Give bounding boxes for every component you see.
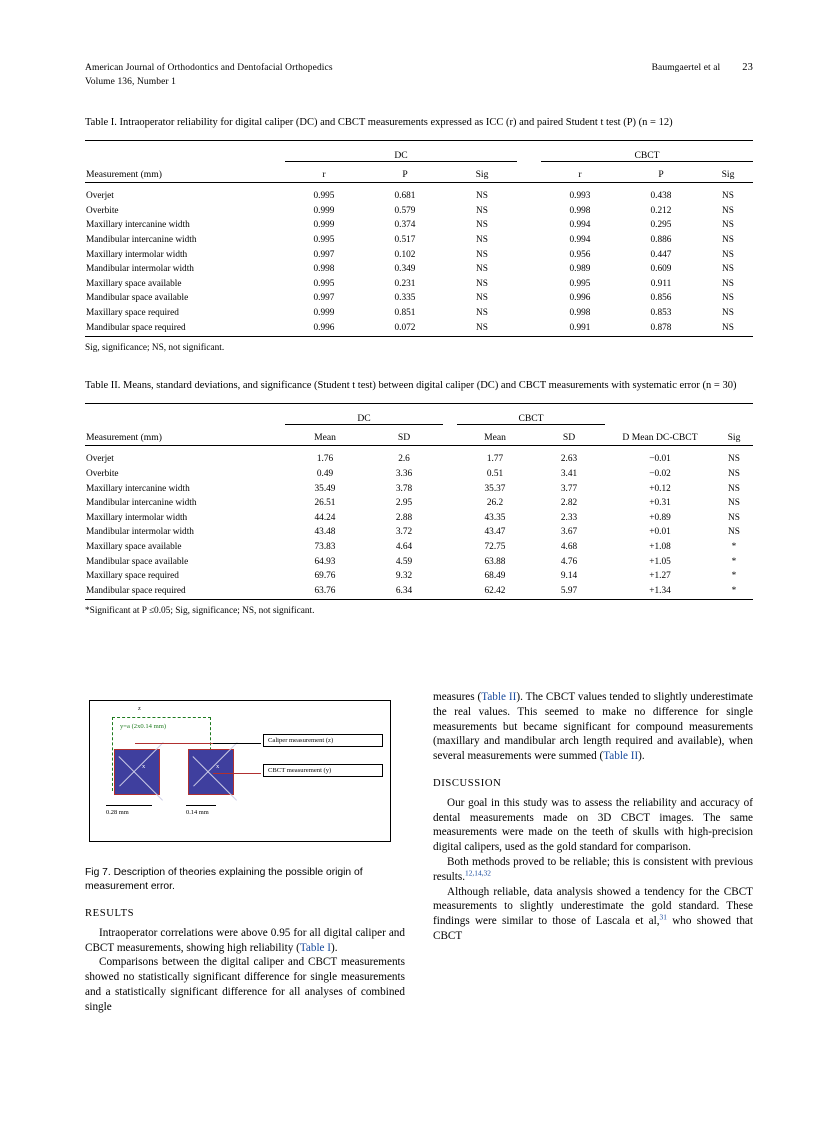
table-row	[85, 274, 753, 289]
cell-measurement: Maxillary intermolar width	[86, 249, 188, 260]
cell-cbct-mean: 43.47	[484, 527, 506, 538]
cell-measurement: Overbite	[86, 205, 119, 216]
cell-sig: NS	[728, 454, 740, 465]
cell-cbct-mean: 26.2	[486, 498, 504, 509]
cell-dc-r: 0.998	[313, 264, 335, 275]
table-row	[85, 523, 753, 538]
running-head	[85, 62, 753, 90]
cell-cbct-p: 0.853	[650, 308, 672, 319]
table-1-col-1: r	[322, 168, 326, 180]
cell-dc-p: 0.102	[394, 249, 416, 260]
results-paragraph-1	[85, 926, 405, 956]
table-1-caption	[85, 116, 753, 130]
table-row	[85, 182, 753, 201]
figure-dim-right: 0.14 mm	[186, 809, 209, 816]
cell-dc-mean: 26.51	[314, 498, 336, 509]
table-1-col-2: P	[402, 168, 408, 180]
results-p1-end: ).	[331, 941, 338, 954]
table-2-group-row	[85, 403, 753, 424]
table-2-group-dc: DC	[285, 403, 443, 424]
right-paragraph-1	[433, 690, 753, 764]
cell-sig: NS	[728, 498, 740, 509]
cell-measurement: Mandibular space required	[86, 322, 186, 333]
cell-cbct-sig: NS	[722, 249, 734, 260]
cell-cbct-r: 0.991	[569, 322, 591, 333]
table-row	[85, 289, 753, 304]
table-2-footnote: *Significant at P ≤0.05; Sig, significance; NS, not significant.	[85, 605, 315, 616]
cell-cbct-sig: NS	[722, 264, 734, 275]
figure-formula: y=a (2x0.14 mm)	[120, 723, 167, 730]
table-row	[85, 318, 753, 336]
cell-cbct-sd: 2.33	[560, 512, 578, 523]
cell-dc-r: 0.999	[313, 205, 335, 216]
table-row	[85, 581, 753, 599]
cell-measurement: Maxillary space required	[86, 308, 179, 319]
figure-7	[85, 694, 405, 854]
cell-cbct-r: 0.996	[569, 293, 591, 304]
author-names: Baumgaertel et al	[651, 63, 721, 73]
cell-cbct-sd: 4.76	[560, 556, 578, 567]
cell-sig: NS	[728, 512, 740, 523]
table-2-col-6: Sig	[727, 431, 741, 443]
table-row	[85, 508, 753, 523]
cell-cbct-mean: 63.88	[484, 556, 506, 567]
cell-dc-sd: 3.36	[395, 469, 413, 479]
cell-dc-sd: 4.59	[395, 556, 413, 567]
cell-measurement: Maxillary intercanine width	[86, 220, 190, 231]
cell-cbct-p: 0.295	[650, 220, 672, 231]
table-row	[85, 464, 753, 479]
cell-dc-sig: NS	[476, 264, 488, 275]
cell-dc-mean: 1.76	[316, 454, 334, 465]
page-content	[85, 62, 753, 616]
cell-cbct-p: 0.609	[650, 264, 672, 275]
cell-dc-sd: 4.64	[395, 541, 413, 552]
table-1-body	[85, 182, 753, 336]
table-row	[85, 216, 753, 231]
table-row	[85, 479, 753, 494]
cell-dc-sd: 2.6	[398, 454, 410, 465]
cell-dc-r: 0.999	[313, 220, 335, 231]
results-paragraph-2: Comparisons between the digital caliper and CBCT measurements showed no statistically significant difference for single measurements and a statistically significant difference for all analyses of combined single	[85, 956, 405, 1013]
cell-measurement: Mandibular space available	[86, 293, 189, 304]
table-2-label: Table II.	[85, 379, 121, 391]
table-2-block	[85, 379, 753, 616]
cell-sig: *	[731, 571, 737, 582]
cell-dc-mean: 35.49	[314, 483, 336, 494]
table-2-reference-link-2[interactable]: Table II	[603, 750, 639, 763]
figure-7-frame	[89, 700, 391, 842]
cell-dc-sig: NS	[476, 235, 488, 246]
cell-dc-r: 0.995	[313, 235, 335, 246]
cell-dc-r: 0.996	[313, 322, 335, 333]
cell-cbct-mean: 1.77	[486, 454, 504, 465]
table-row	[85, 494, 753, 509]
cell-dc-sd: 9.32	[395, 571, 413, 582]
figure-leader-caliper	[213, 743, 261, 744]
figure-square-left	[114, 749, 160, 795]
cell-dc-mean: 43.48	[314, 527, 336, 538]
cell-cbct-sd: 3.67	[560, 527, 578, 538]
cell-dc-sig: NS	[476, 205, 488, 216]
cell-cbct-sig: NS	[722, 308, 734, 319]
cell-sig: NS	[728, 527, 740, 538]
cell-cbct-sd: 3.77	[560, 483, 578, 494]
cell-dc-p: 0.579	[394, 205, 416, 216]
cell-dc-p: 0.335	[394, 293, 416, 304]
cell-measurement: Maxillary intermolar width	[86, 512, 188, 523]
cell-dc-p: 0.374	[394, 220, 416, 231]
table-2-col-5: D Mean DC-CBCT	[622, 431, 698, 443]
table-2	[85, 403, 753, 600]
table-1-col-4: r	[578, 168, 582, 180]
figure-legend-caliper: Caliper measurement (z)	[263, 734, 383, 747]
table-row	[85, 567, 753, 582]
cell-dc-p: 0.681	[394, 191, 416, 202]
discussion-p3-text: Although reliable, data analysis showed a tendency for the CBCT measurements to slightly underestimate the gold standard. These findings were similar to those of Lascala et al,	[433, 885, 753, 928]
discussion-p2-text: Both methods proved to be reliable; this is consistent with previous results.	[433, 856, 753, 883]
cell-cbct-p: 0.878	[650, 322, 672, 333]
table-2-col-3: Mean	[484, 431, 506, 443]
cell-cbct-sig: NS	[722, 293, 734, 304]
table-1-col-3: Sig	[475, 168, 489, 180]
cell-cbct-sd: 2.82	[560, 498, 578, 509]
journal-name: American Journal of Orthodontics and Dentofacial Orthopedics	[85, 63, 333, 73]
cell-dc-sd: 6.34	[395, 585, 413, 596]
table-2-caption	[85, 379, 753, 393]
section-heading-discussion: DISCUSSION	[433, 777, 502, 789]
cell-cbct-r: 0.994	[569, 220, 591, 231]
figure-7-caption: Fig 7. Description of theories explaining the possible origin of measurement error.	[85, 867, 363, 892]
cell-dc-sd: 2.88	[395, 512, 413, 523]
right-column	[433, 690, 753, 1014]
cell-dc-p: 0.349	[394, 264, 416, 275]
cell-dc-r: 0.995	[313, 278, 335, 289]
cell-measurement: Overjet	[86, 191, 114, 202]
cell-dc-sig: NS	[476, 220, 488, 231]
cell-delta-mean: −0.02	[649, 469, 671, 479]
cell-dc-sig: NS	[476, 249, 488, 260]
cell-measurement: Maxillary intercanine width	[86, 483, 190, 494]
cell-delta-mean: +1.34	[649, 585, 671, 596]
section-heading-results: RESULTS	[85, 907, 135, 919]
cell-dc-mean: 0.49	[316, 469, 334, 479]
cell-cbct-r: 0.998	[569, 205, 591, 216]
table-1-col-0: Measurement (mm)	[86, 168, 162, 180]
page-number: 23	[742, 62, 753, 73]
cell-cbct-r: 0.994	[569, 235, 591, 246]
table-1-label: Table I.	[85, 116, 117, 128]
cell-dc-mean: 63.76	[314, 585, 336, 596]
cell-cbct-sd: 2.63	[560, 454, 578, 465]
cell-cbct-r: 0.989	[569, 264, 591, 275]
cell-cbct-mean: 43.35	[484, 512, 506, 523]
cell-delta-mean: +0.31	[649, 498, 671, 509]
cell-dc-p: 0.231	[394, 278, 416, 289]
discussion-p3-end: who showed that CBCT	[433, 915, 753, 942]
discussion-paragraph-3	[433, 885, 753, 944]
figure-red-connector	[135, 743, 213, 744]
cell-cbct-sd: 4.68	[560, 541, 578, 552]
table-1-reference-link[interactable]: Table I	[299, 941, 332, 954]
cell-delta-mean: +1.08	[649, 541, 671, 552]
cell-dc-mean: 69.76	[314, 571, 336, 582]
cell-cbct-mean: 72.75	[484, 541, 506, 552]
table-1-footnote: Sig, significance; NS, not significant.	[85, 342, 225, 353]
cell-dc-r: 0.995	[313, 191, 335, 202]
cell-measurement: Mandibular intermolar width	[86, 527, 194, 538]
cell-dc-mean: 44.24	[314, 512, 336, 523]
table-row	[85, 552, 753, 567]
table-2-header-row	[85, 424, 753, 445]
table-2-body	[85, 445, 753, 599]
cell-measurement: Maxillary space available	[86, 541, 182, 552]
green-hline-top	[112, 717, 211, 718]
cell-cbct-sig: NS	[722, 235, 734, 246]
cell-measurement: Mandibular intermolar width	[86, 264, 194, 275]
results-p1-text: Intraoperator correlations were above 0.95 for all digital caliper and CBCT measurements, showing high reliability (	[85, 926, 405, 954]
table-1-col-5: P	[658, 168, 664, 180]
cell-measurement: Maxillary space available	[86, 278, 182, 289]
cell-cbct-mean: 68.49	[484, 571, 506, 582]
figure-square-right	[188, 749, 234, 795]
cell-dc-sd: 3.78	[395, 483, 413, 494]
cell-measurement: Overbite	[86, 469, 119, 479]
cell-cbct-p: 0.447	[650, 249, 672, 260]
cell-cbct-p: 0.886	[650, 235, 672, 246]
cell-sig: NS	[728, 483, 740, 494]
cell-dc-r: 0.997	[313, 249, 335, 260]
citation-ref-12-14-32[interactable]: 12,14,32	[465, 868, 491, 878]
cell-dc-sig: NS	[476, 308, 488, 319]
cell-dc-sig: NS	[476, 322, 488, 333]
cell-delta-mean: +1.05	[649, 556, 671, 567]
cell-measurement: Mandibular space required	[86, 585, 186, 596]
cell-sig: *	[731, 541, 737, 552]
cell-measurement: Mandibular space available	[86, 556, 189, 567]
cell-cbct-r: 0.993	[569, 191, 591, 202]
cell-dc-sd: 2.95	[395, 498, 413, 509]
table-row	[85, 245, 753, 260]
table-row	[85, 303, 753, 318]
figure-leader-cbct	[213, 773, 261, 774]
figure-legend-cbct: CBCT measurement (y)	[263, 764, 383, 777]
cell-dc-mean: 73.83	[314, 541, 336, 552]
table-2-col-2: SD	[397, 431, 411, 443]
cell-cbct-mean: 62.42	[484, 585, 506, 596]
cell-dc-sd: 3.72	[395, 527, 413, 538]
cell-delta-mean: +0.12	[649, 483, 671, 494]
cell-sig: *	[731, 585, 737, 596]
cell-cbct-r: 0.956	[569, 249, 591, 260]
right-p1-post: ). The CBCT values tended to slightly underestimate the real values. This seemed to make no difference for single measurements but became significant for compound measurements (maxillary and mandibular arch length required and available), when several measurements were summed (	[433, 691, 753, 763]
table-1-group-dc: DC	[285, 140, 517, 161]
table-2-group-cbct: CBCT	[457, 403, 605, 424]
right-p1-end: ).	[638, 750, 645, 763]
cell-dc-p: 0.072	[394, 322, 416, 333]
cell-cbct-mean: 0.51	[486, 469, 504, 479]
cell-dc-sig: NS	[476, 191, 488, 202]
table-1-group-cbct: CBCT	[541, 140, 753, 161]
table-2-col-1: Mean	[314, 431, 336, 443]
running-head-right	[652, 62, 753, 73]
cell-sig: *	[731, 556, 737, 567]
cell-cbct-sig: NS	[722, 191, 734, 202]
green-vline-left	[112, 717, 113, 791]
cell-delta-mean: +1.27	[649, 571, 671, 582]
cell-cbct-sig: NS	[722, 278, 734, 289]
volume-issue: Volume 136, Number 1	[85, 76, 177, 87]
two-column-body	[85, 690, 753, 1014]
cell-cbct-sd: 5.97	[560, 585, 578, 596]
cell-cbct-r: 0.995	[569, 278, 591, 289]
table-2-col-0: Measurement (mm)	[86, 431, 162, 443]
cell-cbct-p: 0.856	[650, 293, 672, 304]
cell-cbct-sig: NS	[722, 220, 734, 231]
cell-measurement: Mandibular intercanine width	[86, 235, 197, 246]
cell-cbct-sd: 3.41	[560, 469, 578, 479]
cell-dc-mean: 64.93	[314, 556, 336, 567]
table-1	[85, 140, 753, 337]
table-1-caption-text: Intraoperator reliability for digital caliper (DC) and CBCT measurements expressed as ICC (r) and paired Student t test (P) (n = 12)	[119, 116, 673, 128]
figure-dim-bar-left	[106, 805, 152, 806]
cell-cbct-p: 0.212	[650, 205, 672, 216]
cell-sig: NS	[728, 469, 740, 479]
table-row	[85, 260, 753, 275]
cell-measurement: Mandibular intercanine width	[86, 498, 197, 509]
cell-cbct-mean: 35.37	[484, 483, 506, 494]
table-1-col-6: Sig	[721, 168, 735, 180]
discussion-paragraph-1: Our goal in this study was to assess the reliability and accuracy of dental measurements made on 3D CBCT images. The same measurements were made on the teeth of skulls with high-precision digital calipers, used as the gold standard for comparison.	[433, 796, 753, 854]
cell-cbct-sd: 9.14	[560, 571, 578, 582]
table-row	[85, 537, 753, 552]
table-row	[85, 201, 753, 216]
figure-axis-label-z: z	[138, 705, 141, 712]
cell-dc-p: 0.517	[394, 235, 416, 246]
figure-dim-left: 0.28 mm	[106, 809, 129, 816]
table-2-col-4: SD	[562, 431, 576, 443]
cell-dc-sig: NS	[476, 278, 488, 289]
cell-cbct-r: 0.998	[569, 308, 591, 319]
table-2-reference-link[interactable]: Table II	[481, 691, 517, 703]
cell-cbct-sig: NS	[722, 205, 734, 216]
table-1-group-row	[85, 140, 753, 161]
figure-dim-bar-right	[186, 805, 216, 806]
cell-cbct-p: 0.438	[650, 191, 672, 202]
cell-measurement: Maxillary space required	[86, 571, 179, 582]
cell-delta-mean: +0.01	[649, 527, 671, 538]
citation-ref-31[interactable]: 31	[659, 912, 667, 922]
right-p1-pre: measures (	[433, 691, 482, 703]
cell-cbct-p: 0.911	[650, 278, 672, 289]
table-row	[85, 445, 753, 464]
table-2-caption-text: Means, standard deviations, and significance (Student t test) between digital caliper (DC) and CBCT measurements with systematic error (n = 30)	[123, 379, 737, 391]
table-1-block	[85, 116, 753, 353]
cell-dc-r: 0.997	[313, 293, 335, 304]
cell-dc-sig: NS	[476, 293, 488, 304]
running-head-left	[85, 62, 333, 90]
left-column	[85, 690, 405, 1014]
cell-cbct-sig: NS	[722, 322, 734, 333]
figure-square-label-left: x	[142, 763, 146, 770]
table-row	[85, 230, 753, 245]
cell-delta-mean: −0.01	[649, 454, 671, 465]
cell-delta-mean: +0.89	[649, 512, 671, 523]
discussion-paragraph-2	[433, 855, 753, 885]
cell-measurement: Overjet	[86, 454, 114, 465]
figure-square-label-right: x	[216, 763, 220, 770]
table-1-header-row	[85, 161, 753, 182]
cell-dc-p: 0.851	[394, 308, 416, 319]
cell-dc-r: 0.999	[313, 308, 335, 319]
